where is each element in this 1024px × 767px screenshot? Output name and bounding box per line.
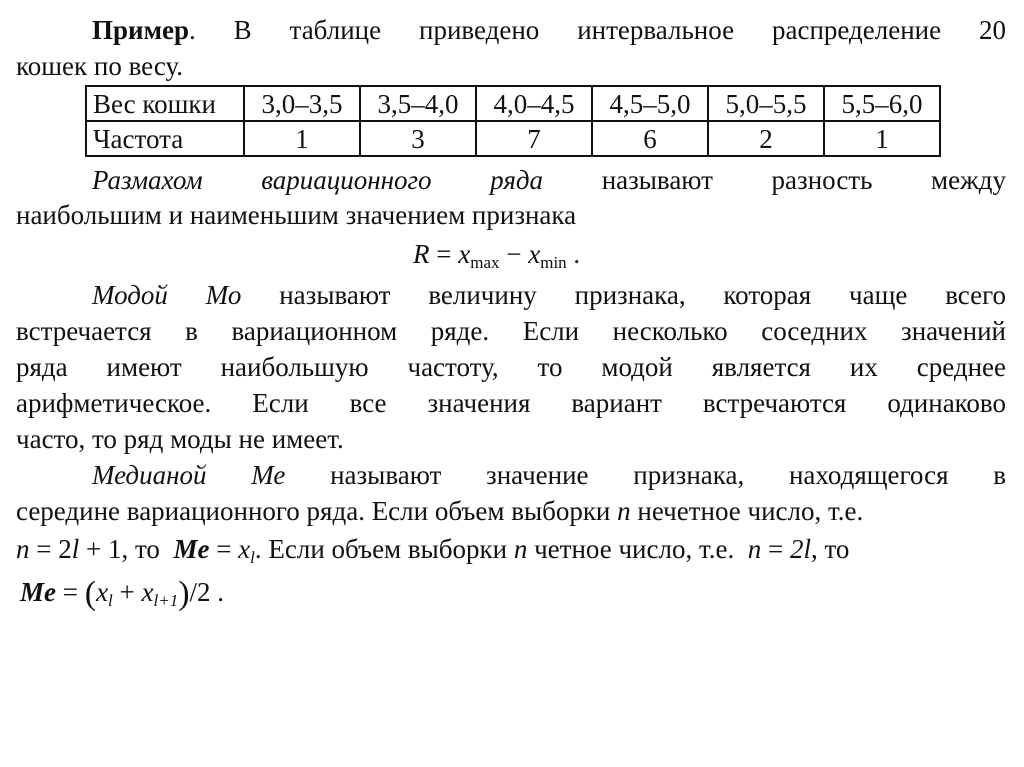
distribution-table [85, 85, 941, 157]
table-cell-interval: 4,0–4,5 [476, 86, 592, 121]
mode-line-5: часто, то ряд моды не имеет. [16, 424, 344, 454]
mode-term: Модой Мо [92, 280, 242, 310]
table-cell-interval: 3,0–3,5 [244, 86, 360, 121]
table-cell-frequency: 1 [244, 121, 360, 156]
range-text: называют разность между [601, 165, 1007, 195]
table-header-weight: Вес кошки [86, 86, 244, 121]
range-formula: $R = x_{max} - x_{min}$ . [413, 239, 581, 272]
table-cell-interval: 5,5–6,0 [824, 86, 940, 121]
table-cell-interval: 3,5–4,0 [360, 86, 476, 121]
range-line-2: наибольшим и наименьшим значением признака [16, 200, 577, 230]
table-cell-frequency: 7 [476, 121, 592, 156]
example-line-2: кошек по весу. [16, 51, 184, 81]
example-line-1 [16, 14, 1006, 46]
median-formula: $Me = (x_l + x_{l+1})/2$ . [20, 575, 225, 612]
mode-line-4: арифметическое. Если все значения вариант встречаются одинаково [16, 388, 1006, 418]
table-row-weight [86, 86, 940, 121]
table-header-frequency: Частота [86, 121, 244, 156]
mode-line-2: встречается в вариационном ряде. Если несколько соседних значений [16, 316, 1006, 346]
median-line-2: середине вариационного ряда. Если объем выборки n нечетное число, т.е. [16, 496, 864, 526]
table-cell-interval: 5,0–5,5 [708, 86, 824, 121]
mode-line-1 [16, 279, 1006, 311]
median-text: называют значение признака, находящегося в [330, 460, 1006, 490]
table-row-frequency [86, 121, 940, 156]
table-cell-frequency: 1 [824, 121, 940, 156]
range-line-1 [16, 164, 1006, 196]
mode-line-3: ряда имеют наибольшую частоту, то модой является их среднее [16, 352, 1006, 382]
table-cell-frequency: 6 [592, 121, 708, 156]
median-line-1 [16, 459, 1006, 491]
example-label: Пример [92, 15, 189, 45]
mode-text: называют величину признака, которая чаще всего [279, 280, 1006, 310]
table-cell-frequency: 2 [708, 121, 824, 156]
table-cell-frequency: 3 [360, 121, 476, 156]
median-line-3: n = 2l + 1, то $Me = x_l$. Если объем выборки n четное число, т.е. n = 2l, то [16, 534, 850, 567]
table-cell-interval: 4,5–5,0 [592, 86, 708, 121]
example-text: . В таблице приведено интервальное распределение 20 [188, 15, 1006, 45]
median-term: Медианой Ме [92, 460, 286, 490]
range-term: Размахом вариационного ряда [92, 165, 544, 195]
